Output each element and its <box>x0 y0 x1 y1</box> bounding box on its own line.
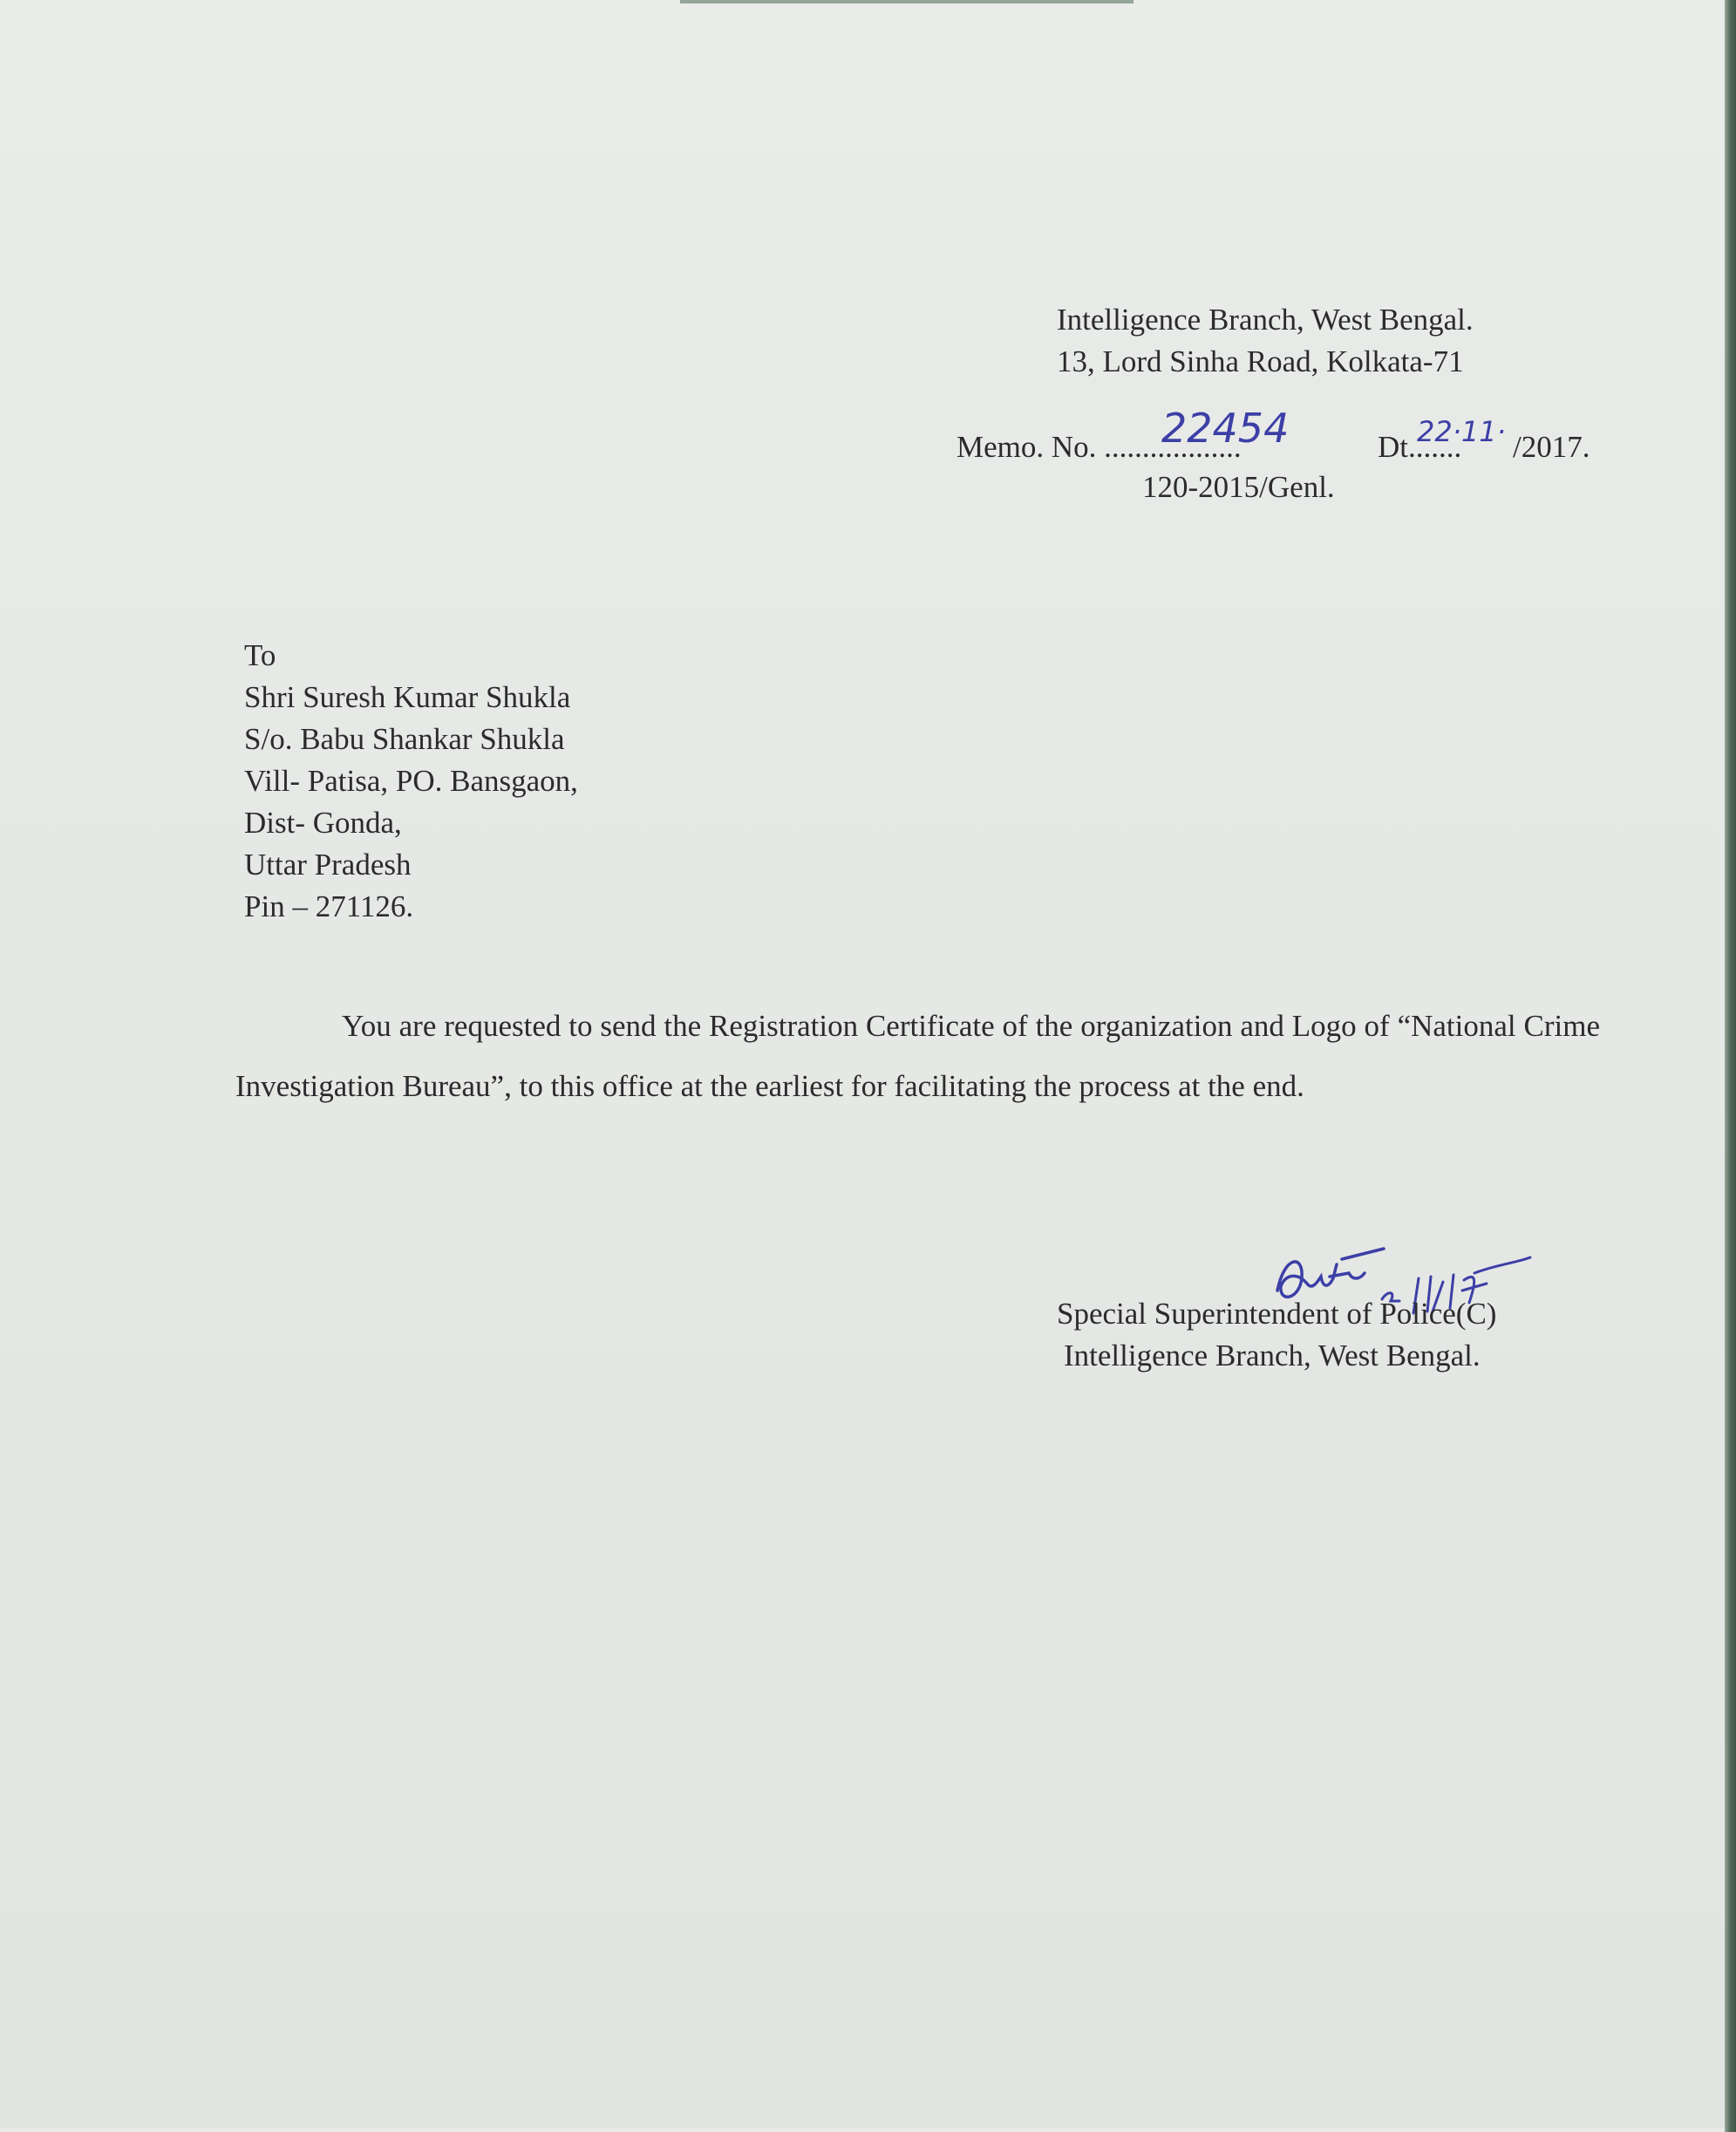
memo-prefix: Memo. No. .................. <box>957 430 1242 464</box>
memo-date-handwritten: 22·11· <box>1417 415 1506 448</box>
body-paragraph: You are requested to send the Registration Certificate of the organization and Logo of “National Crime Investigation Bureau”, to this office at the earliest for facilitating the process at the end. <box>235 1009 1600 1103</box>
memo-date-prefix: Dt....... <box>1378 430 1462 464</box>
letterhead-line-1: Intelligence Branch, West Bengal. <box>1057 303 1474 337</box>
memo-date-suffix: /2017. <box>1513 430 1590 464</box>
recipient-name: Shri Suresh Kumar Shukla <box>244 680 571 714</box>
recipient-village: Vill- Patisa, PO. Bansgaon, <box>244 764 578 798</box>
recipient-relation: S/o. Babu Shankar Shukla <box>244 722 565 756</box>
recipient-to: To <box>244 638 276 672</box>
recipient-pin: Pin – 271126. <box>244 889 414 923</box>
recipient-state: Uttar Pradesh <box>244 848 412 882</box>
memo-number-handwritten: 22454 <box>1161 405 1290 452</box>
signatory-office: Intelligence Branch, West Bengal. <box>1064 1338 1481 1373</box>
signature-initials-stroke <box>1277 1249 1384 1297</box>
recipient-district: Dist- Gonda, <box>244 806 402 840</box>
signatory-designation: Special Superintendent of Police(C) <box>1057 1297 1497 1331</box>
memo-file-reference: 120-2015/Genl. <box>1142 470 1335 504</box>
paper-right-edge-shadow <box>1725 0 1736 2132</box>
paper-top-edge <box>680 0 1134 3</box>
letterhead-line-2: 13, Lord Sinha Road, Kolkata-71 <box>1057 344 1464 378</box>
